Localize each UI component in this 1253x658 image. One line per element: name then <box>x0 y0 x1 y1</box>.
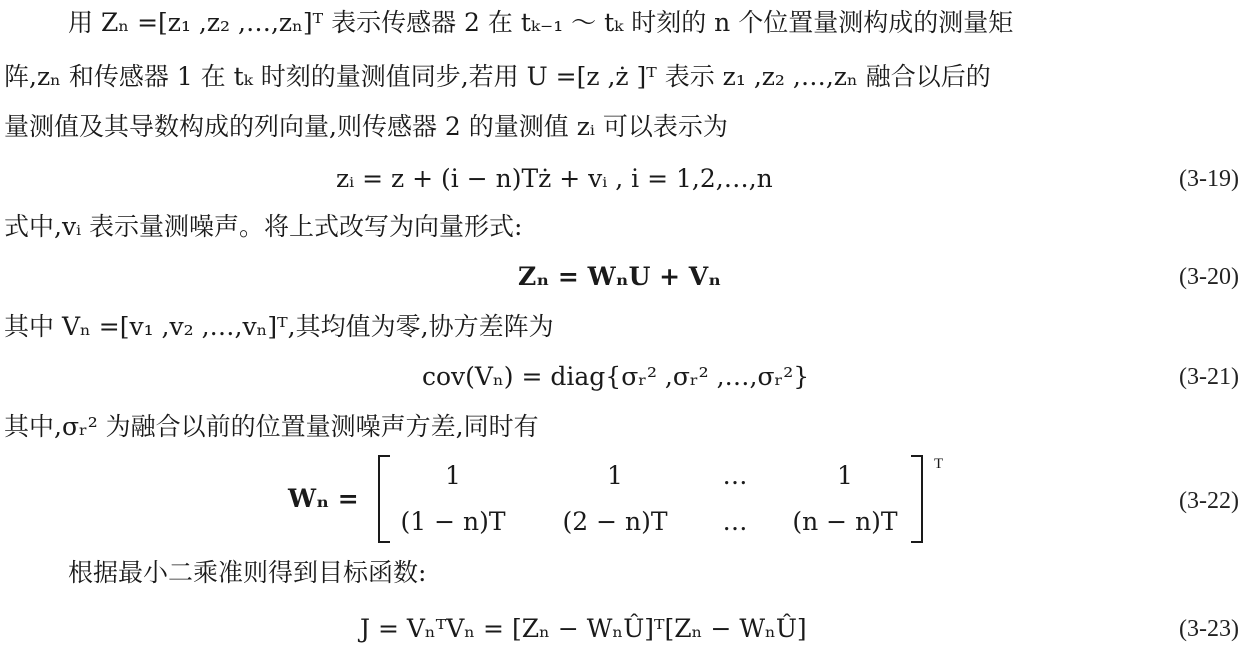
equation-number: (3-23) <box>1179 616 1239 642</box>
paragraph-line-4: 式中,vᵢ 表示量测噪声。将上式改写为向量形式: <box>4 212 523 241</box>
equation-body: cov(Vₙ) = diag{σᵣ² ,σᵣ² ,…,σᵣ²} <box>422 362 810 391</box>
equation-body: J = VₙᵀVₙ = [Zₙ − WₙÛ]ᵀ[Zₙ − WₙÛ] <box>360 614 807 643</box>
paragraph-line-2: 阵,zₙ 和传感器 1 在 tₖ 时刻的量测值同步,若用 U =[z ,ż ]ᵀ 表示 z₁ ,z₂ ,…,zₙ 融合以后的 <box>4 62 991 91</box>
matrix-lhs: Wₙ = <box>288 484 359 513</box>
equation-body: Zₙ = WₙU + Vₙ <box>518 262 722 291</box>
matrix-cell: 1 <box>607 461 623 490</box>
equation-number-3-22: (3-22) <box>1179 488 1239 514</box>
paragraph-line-5: 其中 Vₙ =[v₁ ,v₂ ,…,vₙ]ᵀ,其均值为零,协方差阵为 <box>4 312 554 341</box>
equation-3-19 <box>0 164 1253 204</box>
equation-number: (3-21) <box>1179 364 1239 390</box>
matrix-cell: 1 <box>837 461 853 490</box>
paragraph-line-6: 其中,σᵣ² 为融合以前的位置量测噪声方差,同时有 <box>4 412 539 441</box>
paragraph-line-3: 量测值及其导数构成的列向量,则传感器 2 的量测值 zᵢ 可以表示为 <box>4 112 728 141</box>
equation-body: zᵢ = z + (i − n)Tż + vᵢ , i = 1,2,…,n <box>336 164 773 193</box>
matrix-cell: … <box>722 461 748 490</box>
matrix-w <box>378 455 923 541</box>
equation-3-20 <box>0 262 1253 302</box>
equation-number: (3-19) <box>1179 166 1239 192</box>
equation-3-21 <box>0 362 1253 402</box>
equation-number: (3-20) <box>1179 264 1239 290</box>
matrix-cell: (n − n)T <box>792 507 898 536</box>
matrix-cell: … <box>722 507 748 536</box>
equation-3-23 <box>0 614 1253 654</box>
matrix-cell: (2 − n)T <box>562 507 668 536</box>
paragraph-line-1: 用 Zₙ =[z₁ ,z₂ ,…,zₙ]ᵀ 表示传感器 2 在 tₖ₋₁ ～ tₖ 时刻的 n 个位置量测构成的测量矩 <box>68 8 1014 37</box>
matrix-cell: 1 <box>445 461 461 490</box>
matrix-transpose: T <box>934 456 944 472</box>
paragraph-line-7: 根据最小二乘准则得到目标函数: <box>68 558 427 587</box>
matrix-cell: (1 − n)T <box>400 507 506 536</box>
